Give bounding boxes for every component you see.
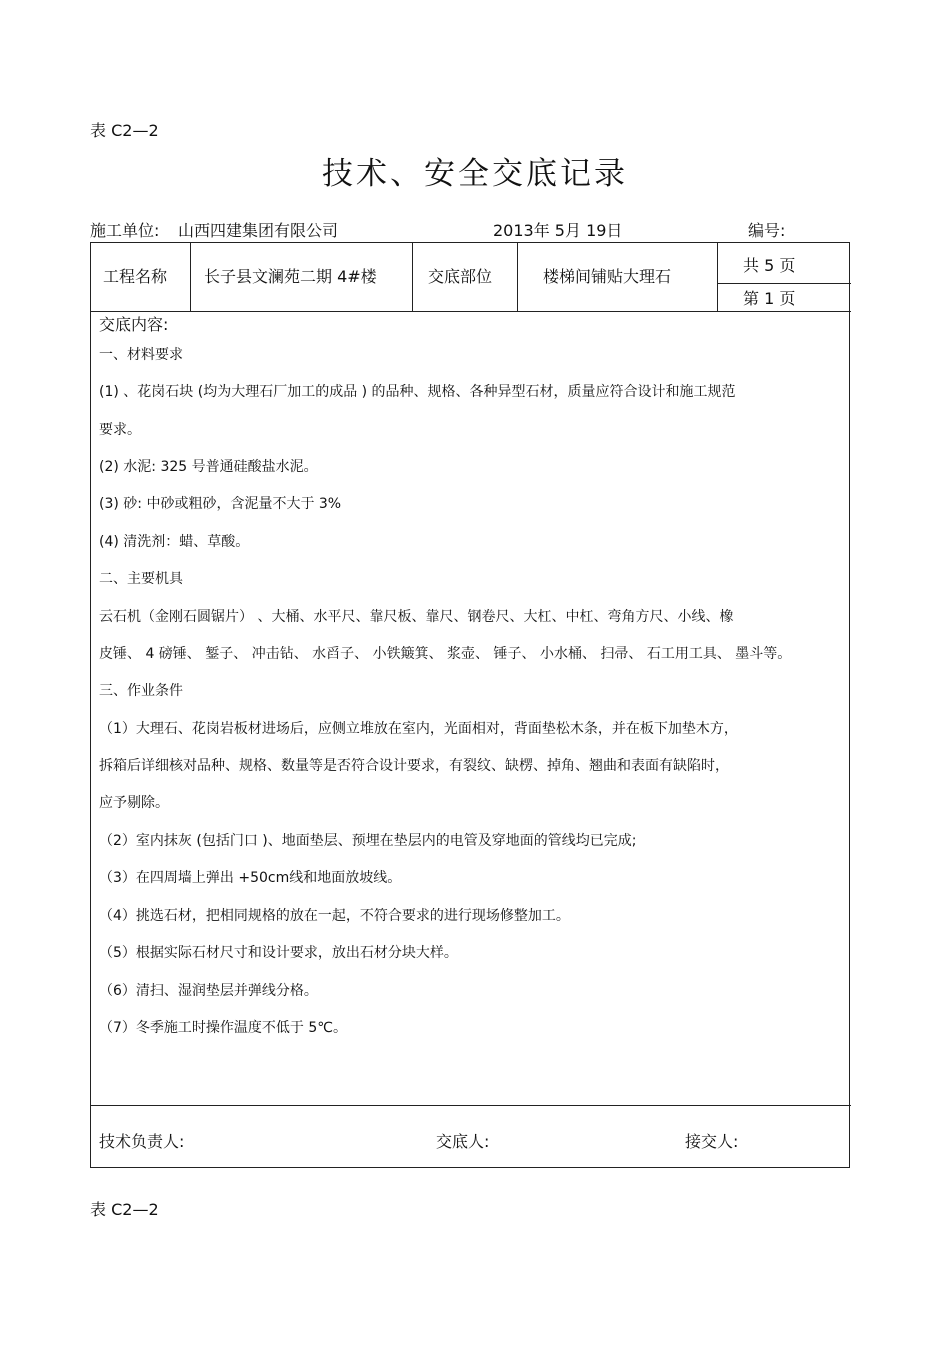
form-code: 表 C2—2 — [90, 121, 159, 140]
page-number: 第 1 页 — [743, 289, 796, 308]
project-name-label: 工程名称 — [103, 267, 168, 286]
content-line: 要求。 — [99, 422, 141, 438]
total-pages: 共 5 页 — [743, 256, 796, 275]
content-line: 云石机（金刚石圆锯片） 、大桶、水平尺、靠尺板、靠尺、钢卷尺、大杠、中杠、弯角方尺、小线、橡 — [99, 609, 734, 625]
record-date: 2013年 5月 19日 — [493, 221, 623, 240]
content-line: （3）在四周墙上弹出 +50cm线和地面放坡线。 — [99, 870, 402, 886]
divider — [517, 243, 518, 311]
location-value: 楼梯间铺贴大理石 — [543, 267, 672, 286]
content-line: 三、作业条件 — [99, 683, 183, 699]
content-heading: 交底内容: — [99, 315, 169, 334]
page-title: 技术、安全交底记录 — [322, 156, 628, 192]
divider — [412, 243, 413, 311]
content-line: (3) 砂: 中砂或粗砂，含泥量不大于 3% — [99, 496, 342, 512]
number-label: 编号: — [748, 221, 786, 240]
content-line: (1) 、花岗石块 (均为大理石厂加工的成品 ) 的品种、规格、各种异型石材，质量应符合设计和施工规范 — [99, 384, 736, 400]
location-label: 交底部位 — [428, 267, 493, 286]
content-line: （4）挑选石材，把相同规格的放在一起，不符合要求的进行现场修整加工。 — [99, 908, 570, 924]
discloser-signature: 交底人: — [436, 1132, 490, 1151]
divider — [91, 1105, 851, 1106]
footer-form-code: 表 C2—2 — [90, 1200, 159, 1219]
divider — [190, 243, 191, 311]
company-label: 施工单位: — [90, 221, 160, 240]
divider — [91, 311, 851, 312]
divider — [717, 243, 718, 311]
content-line: (2) 水泥: 325 号普通硅酸盐水泥。 — [99, 459, 318, 475]
content-line: 拆箱后详细核对品种、规格、数量等是否符合设计要求，有裂纹、缺楞、掉角、翘曲和表面有缺陷时， — [99, 758, 729, 774]
tech-lead-signature: 技术负责人: — [99, 1132, 185, 1151]
content-line: （6）清扫、湿润垫层并弹线分格。 — [99, 983, 318, 999]
content-line: 二、主要机具 — [99, 571, 183, 587]
content-line: （5）根据实际石材尺寸和设计要求，放出石材分块大样。 — [99, 945, 458, 961]
disclosure-form — [90, 242, 850, 1168]
project-name-value: 长子县文澜苑二期 4#楼 — [204, 267, 377, 286]
content-line: （7）冬季施工时操作温度不低于 5℃。 — [99, 1020, 347, 1036]
content-line: 皮锤、 4 磅锤、 錾子、 冲击钻、 水舀子、 小铁簸箕、 浆壶、 锤子、 小水桶、 扫帚、 石工用工具、 墨斗等。 — [99, 646, 792, 662]
content-line: (4) 清洗剂：蜡、草酸。 — [99, 534, 250, 550]
content-line: （2）室内抹灰 (包括门口 )、地面垫层、预埋在垫层内的电管及穿地面的管线均已完成; — [99, 833, 637, 849]
company-name: 山西四建集团有限公司 — [178, 221, 339, 240]
content-line: 一、材料要求 — [99, 347, 183, 363]
divider — [717, 283, 851, 284]
content-line: （1）大理石、花岗岩板材进场后，应侧立堆放在室内，光面相对，背面垫松木条，并在板下加垫木方， — [99, 721, 738, 737]
receiver-signature: 接交人: — [685, 1132, 739, 1151]
content-line: 应予剔除。 — [99, 795, 169, 811]
